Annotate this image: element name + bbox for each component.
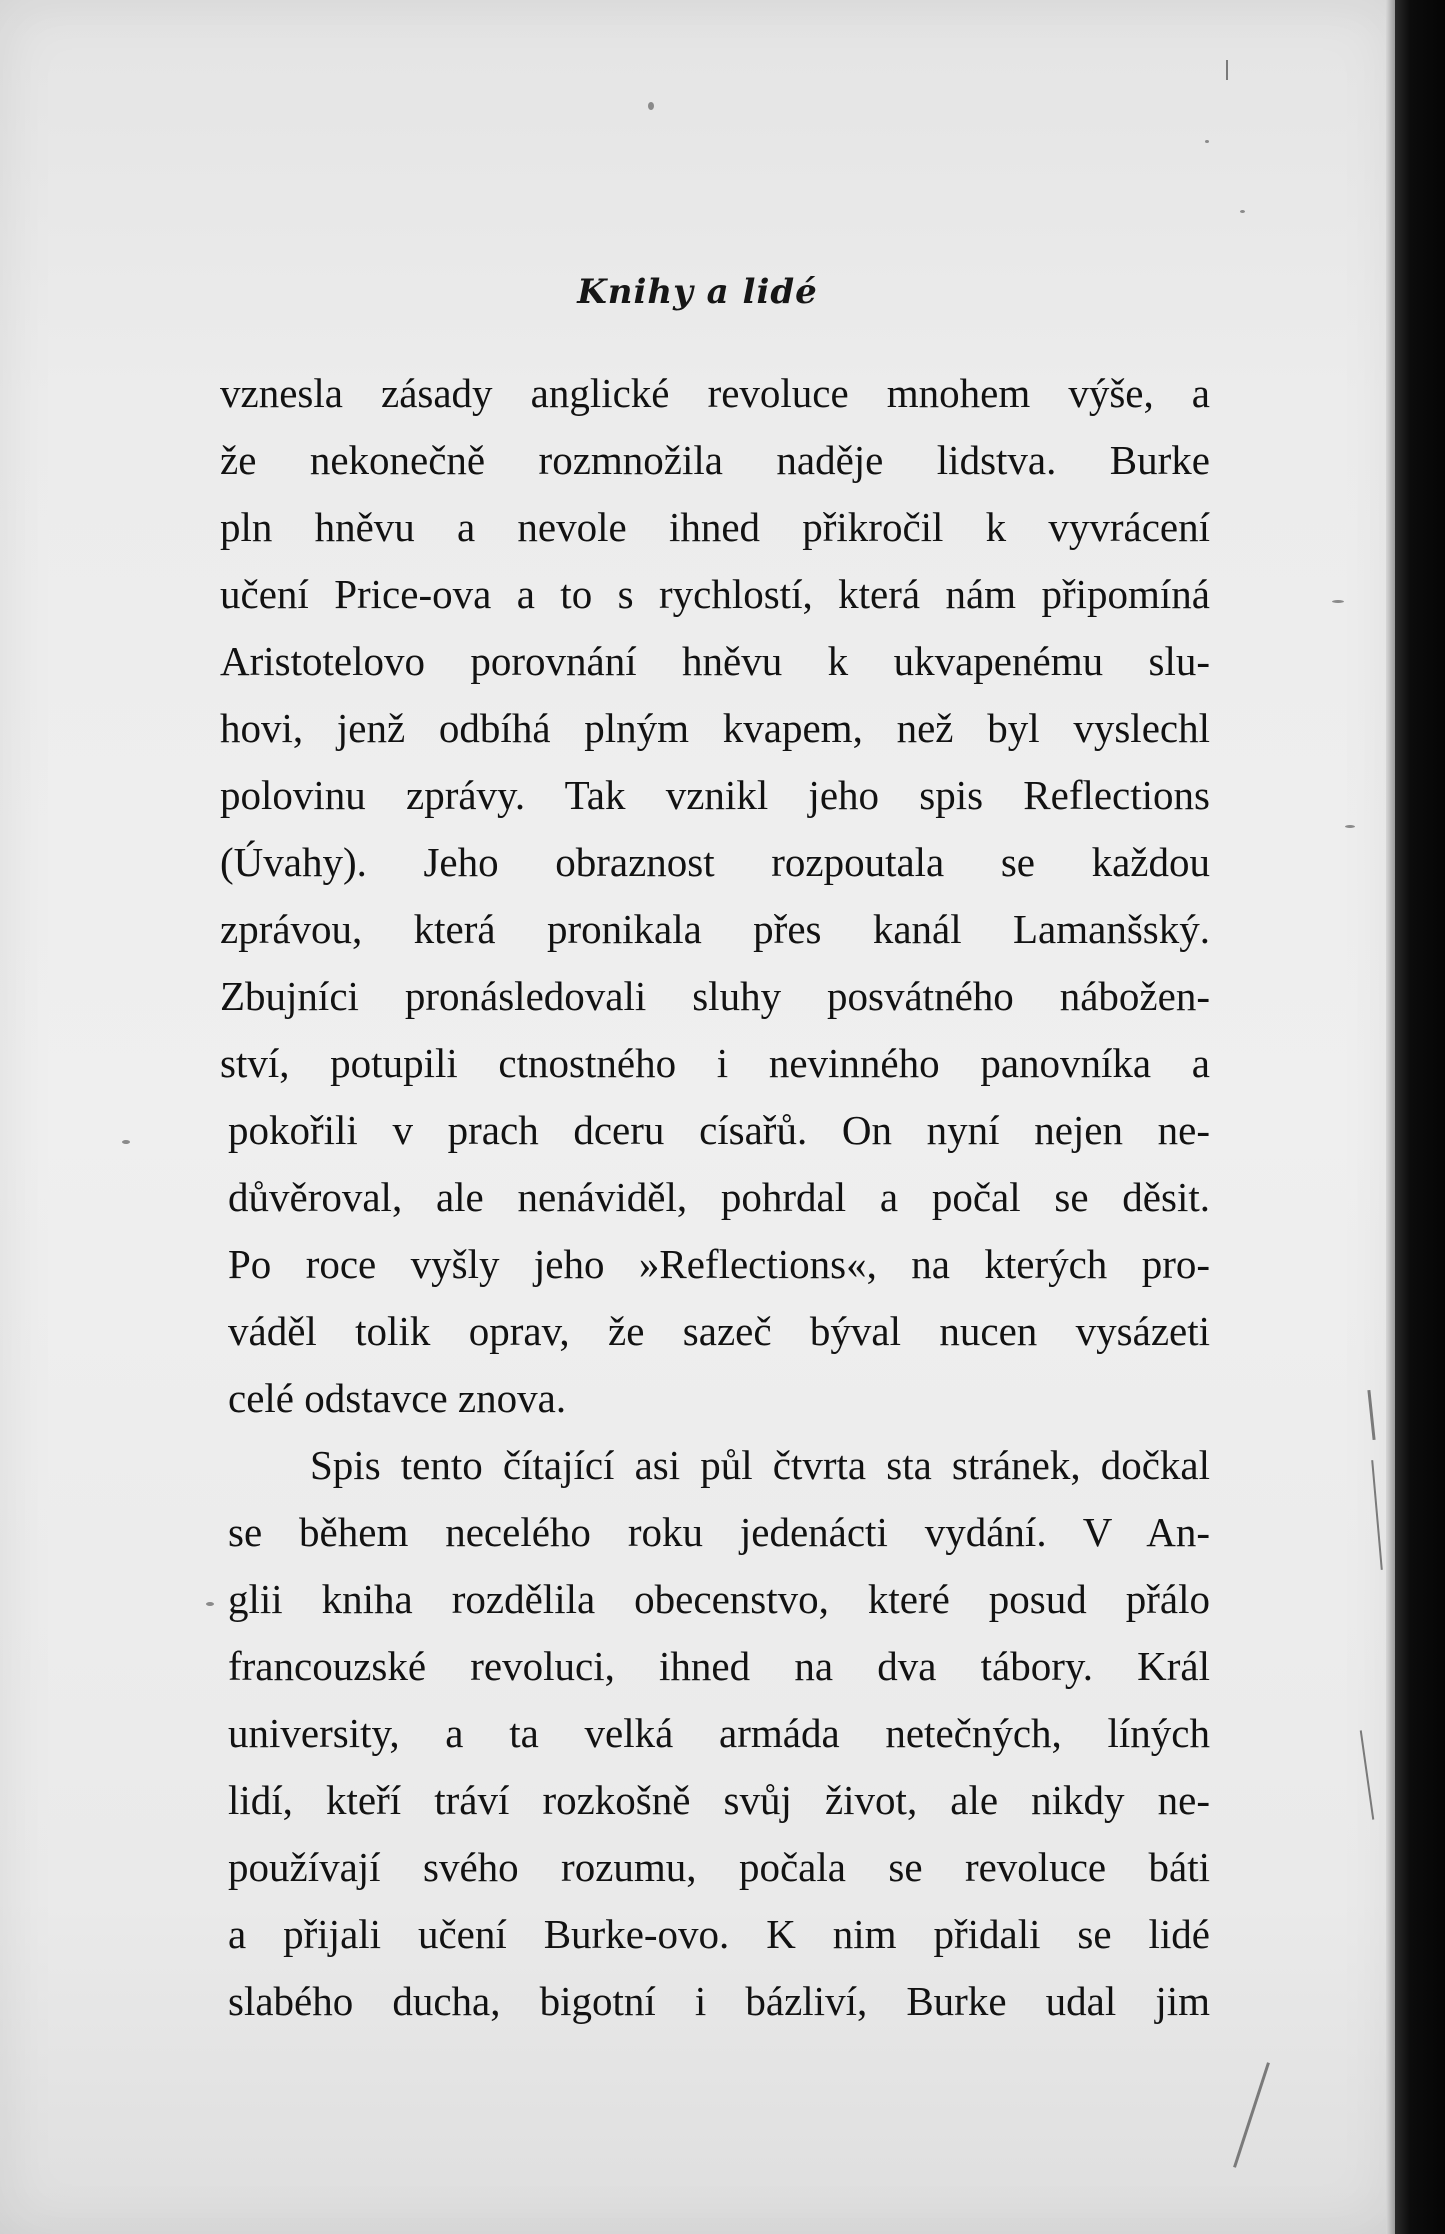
scan-speck xyxy=(1332,600,1344,603)
text-line: učení Price-ova a to s rychlostí, která nám připomíná xyxy=(220,571,1210,617)
text-line: že nekonečně rozmnožila naděje lidstva. Burke xyxy=(220,437,1210,483)
scan-speck xyxy=(1240,210,1245,213)
text-line: váděl tolik oprav, že sazeč býval nucen vysázeti xyxy=(228,1308,1210,1354)
running-head: Knihy a lidé xyxy=(577,272,818,312)
scan-mark xyxy=(1226,60,1228,80)
scan-speck xyxy=(206,1602,214,1606)
paragraph-2 xyxy=(220,1432,1210,2035)
text-line: university, a ta velká armáda netečných, líných xyxy=(228,1710,1210,1756)
text-line: a přijali učení Burke-ovo. K nim přidali se lidé xyxy=(228,1911,1210,1957)
text-line: celé odstavce znova. xyxy=(228,1375,567,1421)
page-edge xyxy=(1386,0,1395,2234)
scan-speck xyxy=(1205,140,1209,143)
text-line: pokořili v prach dceru císařů. On nyní nejen ne- xyxy=(228,1107,1210,1153)
text-line: používají svého rozumu, počala se revoluce báti xyxy=(228,1844,1210,1890)
text-line: (Úvahy). Jeho obraznost rozpoutala se každou xyxy=(220,839,1210,885)
scan-mark xyxy=(1371,1460,1383,1570)
scan-speck xyxy=(122,1140,130,1144)
text-line: lidí, kteří tráví rozkošně svůj život, ale nikdy ne- xyxy=(228,1777,1210,1823)
scan-mark xyxy=(1367,1390,1375,1440)
text-line: Zbujníci pronásledovali sluhy posvátného nábožen- xyxy=(220,973,1210,1019)
text-line: polovinu zprávy. Tak vznikl jeho spis Reflections xyxy=(220,772,1210,818)
scan-speck xyxy=(1345,825,1355,828)
text-line: francouzské revoluci, ihned na dva tábory. Král xyxy=(228,1643,1210,1689)
text-line: Aristotelovo porovnání hněvu k ukvapenému slu- xyxy=(220,638,1210,684)
scan-background xyxy=(1395,0,1445,2234)
text-line: Spis tento čítající asi půl čtvrta sta stránek, dočkal xyxy=(310,1442,1210,1488)
text-line: pln hněvu a nevole ihned přikročil k vyvrácení xyxy=(220,504,1210,550)
text-line: vznesla zásady anglické revoluce mnohem výše, a xyxy=(220,370,1210,416)
text-line: glii kniha rozdělila obecenstvo, které posud přálo xyxy=(228,1576,1210,1622)
text-line: zprávou, která pronikala přes kanál Lamanšský. xyxy=(220,906,1210,952)
text-line: Po roce vyšly jeho »Reflections«, na kterých pro- xyxy=(228,1241,1210,1287)
scan-mark xyxy=(1360,1730,1375,1819)
text-line: slabého ducha, bigotní i bázliví, Burke udal jim xyxy=(228,1978,1210,2024)
text-line: důvěroval, ale nenáviděl, pohrdal a počal se děsit. xyxy=(228,1174,1210,1220)
scan-mark xyxy=(1233,2062,1270,2168)
paragraph-1 xyxy=(220,360,1210,1432)
text-line: se během necelého roku jedenácti vydání. V An- xyxy=(228,1509,1210,1555)
text-line: ství, potupili ctnostného i nevinného panovníka a xyxy=(220,1040,1210,1086)
text-line: hovi, jenž odbíhá plným kvapem, než byl vyslechl xyxy=(220,705,1210,751)
body-text xyxy=(220,360,1210,2035)
scan-speck xyxy=(648,102,654,110)
